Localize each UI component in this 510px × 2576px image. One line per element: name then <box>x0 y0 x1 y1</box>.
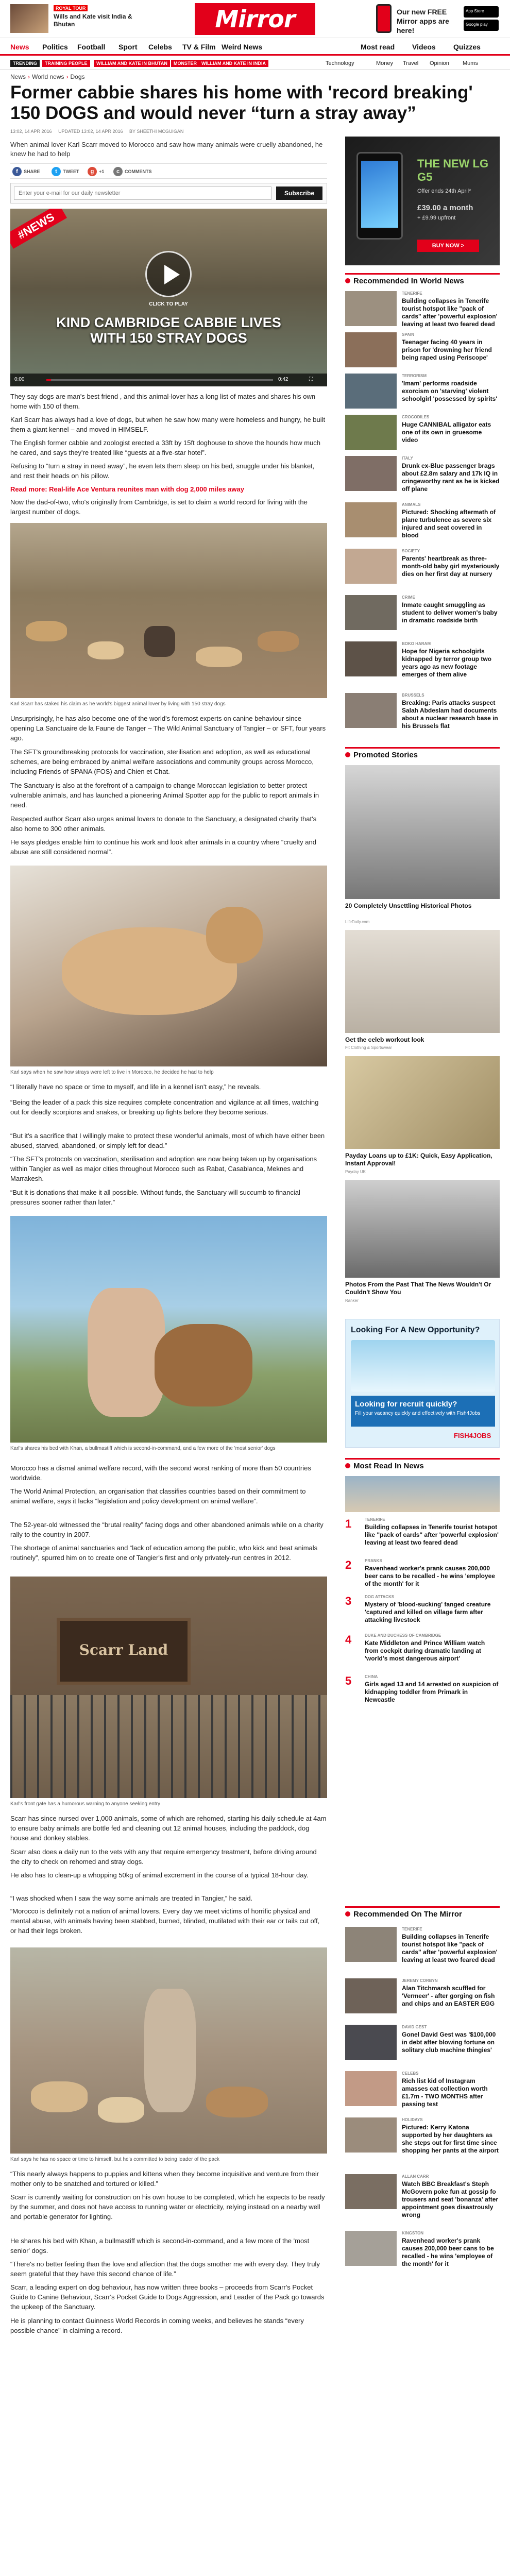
story-title[interactable]: Huge CANNIBAL alligator eats one of its own in gruesome video <box>402 421 491 444</box>
updated-date: UPDATED 13:02, 14 APR 2016 <box>58 129 123 134</box>
trending-bar <box>0 57 510 70</box>
article-paragraph: The SFT's groundbreaking protocols for vaccination, sterilisation and adoption, as well as educational schemes, are being embraced by animal welfare associations and community groups across Morocco, including Friends of SPANA (FOS) and Chien et Chat. <box>10 748 314 775</box>
promoted-image <box>345 1180 500 1278</box>
story-category: KINGSTON <box>402 2231 424 2235</box>
story-thumbnail <box>345 641 397 676</box>
video-progress-bar[interactable] <box>46 379 273 381</box>
article-paragraph: “I literally have no space or time to myself, and life in a kennel isn't easy,” he reveals. <box>10 1083 261 1091</box>
story-category: ALLAN CARR <box>402 2174 429 2179</box>
trending-tag[interactable]: TRAINING PEOPLE <box>42 60 90 67</box>
author-byline[interactable]: BY SHEETHI MCGUIGAN <box>129 129 184 134</box>
nav-most-read[interactable]: Most read <box>361 43 395 51</box>
article-paragraph: Karl Scarr has always had a love of dogs, but when he saw how many were homeless and hungry, he built them a giant kennel – and moved in HIMSELF. <box>10 416 326 433</box>
story-category: DOG ATTACKS <box>365 1595 395 1599</box>
article-paragraph: He says pledges enable him to continue his work and look after animals in a country where “cruelty and abuse are still considered normal”. <box>10 838 316 856</box>
read-more-link[interactable]: Read more: Real-life Ace Ventura reunites man with dog 2,000 miles away <box>10 485 244 493</box>
rank-number: 1 <box>345 1517 352 1530</box>
story-title[interactable]: Hope for Nigeria schoolgirls kidnapped by terror group two years ago as new footage emerges of them alive <box>402 648 492 678</box>
newsletter-signup <box>10 183 327 204</box>
phone-icon <box>376 4 392 33</box>
story-thumbnail <box>345 1978 397 2013</box>
promoted-title[interactable]: Get the celeb workout look <box>345 1036 424 1043</box>
article-paragraph: Unsurprisingly, he has also become one of the world's foremost experts on canine behaviour since opening La Sanctuaire de la Faune de Tanger – The Wild Animal Sanctuary of Tangier – or SFT, four years ago. <box>10 715 326 742</box>
story-category: CHINA <box>365 1674 378 1679</box>
nav-tv-film[interactable]: TV & Film <box>182 43 216 51</box>
nav-weird-news[interactable]: Weird News <box>222 43 263 51</box>
click-to-play-label: CLICK TO PLAY <box>149 301 188 307</box>
breadcrumb-dogs[interactable]: Dogs <box>70 73 85 80</box>
story-title[interactable]: Kate Middleton and Prince William watch from cockpit during dramatic landing at 'world's most dangerous airport' <box>365 1639 485 1662</box>
image-caption: Karl's shares his bed with Khan, a bullmastiff which is second-in-command, and a few more of the 'most senior' dogs <box>10 1446 276 1451</box>
story-category: DUKE AND DUCHESS OF CAMBRIDGE <box>365 1633 441 1638</box>
promoted-source: Fit Clothing & Sportswear <box>345 1045 392 1050</box>
story-title[interactable]: Gonel David Gest was '$100,000 in debt after blowing fortune on solitary club machine thingies' <box>402 2031 496 2054</box>
article-paragraph: Scarr, a leading expert on dog behaviour, has now written three books – proceeds from Scarr's Pocket Guide to Canine Behaviour, Scarr's Pocket Guide to Dogs Aggression, and Leader of the Pack go towards the upkeep of the Sanctuary. <box>10 2283 325 2311</box>
video-controls <box>10 374 327 386</box>
twitter-icon[interactable]: t <box>52 167 61 176</box>
story-thumbnail <box>345 2071 397 2106</box>
breadcrumb-world-news[interactable]: World news <box>32 73 64 80</box>
nav-celebs[interactable]: Celebs <box>148 43 172 51</box>
promo-tag: ROYAL TOUR <box>54 5 88 11</box>
trending-tag[interactable]: WILLIAM AND KATE IN INDIA <box>199 60 268 67</box>
story-thumbnail <box>345 502 397 537</box>
recommended-on-mirror-heading: Recommended On The Mirror <box>345 1906 500 1920</box>
story-title[interactable]: Watch BBC Breakfast's Steph McGovern poke fun at gossip fo trousers and seat 'bonanza' after appointment goes disastrously wrong <box>402 2180 499 2218</box>
story-category: SOCIETY <box>402 549 420 553</box>
opp-ad-title: Looking For A New Opportunity? <box>351 1326 480 1334</box>
most-read-image <box>345 1476 500 1512</box>
promo-thumbnail <box>10 4 48 33</box>
promoted-source: Payday UK <box>345 1170 366 1174</box>
article-paragraph: Now the dad-of-two, who's originally from Cambridge, is set to claim a world record for living with the largest number of dogs. <box>10 498 308 516</box>
video-current-time: 0:00 <box>14 377 25 382</box>
video-duration: 0:42 <box>278 377 288 382</box>
story-thumbnail <box>345 456 397 491</box>
article-paragraph: Scarr also does a daily run to the vets with any that require emergency treatment, before driving around the city to check on rehomed and stray dogs. <box>10 1848 317 1866</box>
video-title-line1: KIND CAMBRIDGE CABBIE LIVES <box>56 315 281 330</box>
story-title[interactable]: Girls aged 13 and 14 arrested on suspicion of kidnapping toddler from Primark in Newcastle <box>365 1681 499 1703</box>
story-category: DAVID GEST <box>402 2025 427 2029</box>
opp-ad-box-line1: Looking for recruit quickly? <box>355 1400 457 1409</box>
news-tag-banner: #NEWS <box>10 209 67 249</box>
ad-line: + £9.99 upfront <box>417 215 456 221</box>
story-thumbnail <box>345 2117 397 2153</box>
fish4jobs-logo: FISH4JOBS <box>454 1432 491 1439</box>
share-plus-label[interactable]: +1 <box>99 169 105 174</box>
story-title[interactable]: Drunk ex-Blue passenger brags about £2.8m salary and 17k IQ in cringeworthy rant as he is kicked off plane <box>402 462 500 493</box>
opp-ad-box-line2: Fill your vacancy quickly and effectively with Fish4Jobs <box>355 1411 481 1416</box>
article-paragraph: The shortage of animal sanctuaries and “lack of education among the public, who kick and beat animals routinely”, spurred him on to create one of Tangier's first and only privately-run centres in 2012. <box>10 1544 318 1562</box>
rank-number: 2 <box>345 1558 352 1571</box>
article-standfirst: When animal lover Karl Scarr moved to Morocco and saw how many animals were cruelly abandoned, he knew he had to help <box>10 141 323 158</box>
story-title[interactable]: Ravenhead worker's prank causes 200,000 beer cans to be recalled - he wins 'employee of the month' for it <box>402 2237 494 2267</box>
story-category: CROCODILES <box>402 415 430 419</box>
story-category: JEREMY CORBYN <box>402 1978 438 1983</box>
story-thumbnail <box>345 415 397 450</box>
story-title[interactable]: Building collapses in Tenerife tourist hotspot like "pack of cards" after 'powerful explosion' leaving at least two feared dead <box>365 1523 499 1546</box>
article-paragraph: “But it is donations that make it all possible. Without funds, the Sanctuary will succumb to financial pressures sooner rather than later.” <box>10 1189 300 1206</box>
trending-label: TRENDING <box>10 60 40 67</box>
image-caption: Karl says he has no space or time to himself, but he's committed to being leader of the pack <box>10 2157 220 2162</box>
opp-ad-image <box>351 1340 495 1392</box>
article-image-dogs-yard <box>10 523 327 698</box>
article-paragraph: Scarr is currently waiting for construction on his own house to be completed, which he expects to be ready by the summer, and does not have access to running water or electricity, relying instead on a nearby well and portable generator for lighting. <box>10 2193 325 2221</box>
fish4jobs-advert[interactable] <box>345 1319 500 1448</box>
nav-politics[interactable]: Politics <box>42 43 68 51</box>
promoted-stories-heading: Promoted Stories <box>345 747 500 760</box>
story-title[interactable]: Mystery of 'blood-sucking' fanged creature 'captured and killed on village farm after attacking livestock <box>365 1601 491 1623</box>
story-title[interactable]: Teenager facing 40 years in prison for 'drowning her friend being raped using Periscope' <box>402 338 492 361</box>
story-thumbnail <box>345 374 397 409</box>
ad-buy-now-button[interactable]: BUY NOW > <box>417 240 479 252</box>
trending-tag[interactable]: MONSTER <box>171 60 199 67</box>
promoted-image <box>345 930 500 1033</box>
article-paragraph: Refusing to “turn a stray in need away”, he even lets them sleep on his bed, snuggle under his blanket, and rest their heads on his pillow. <box>10 462 315 480</box>
video-title <box>10 315 327 346</box>
google-plus-icon[interactable]: g <box>88 167 97 176</box>
article-headline: Former cabbie shares his home with 'record breaking' 150 DOGS and would never “turn a stray away” <box>10 82 473 123</box>
story-category: CRIME <box>402 595 415 600</box>
subnav-money[interactable]: Money <box>376 60 394 66</box>
story-category: TENERIFE <box>365 1517 385 1522</box>
article-paragraph: “There's no better feeling than the love and affection that the dogs smother me with every day. They truly seem grateful that they have this second chance of life.” <box>10 2260 320 2278</box>
comments-icon[interactable]: c <box>113 167 123 176</box>
trending-tag[interactable]: WILLIAM AND KATE IN BHUTAN <box>94 60 170 67</box>
story-category: TENERIFE <box>402 1927 422 1931</box>
promoted-title[interactable]: Photos From the Past That The News Wouldn't Or Couldn't Show You <box>345 1281 491 1296</box>
mirror-logo[interactable]: Mirror <box>195 3 315 35</box>
subnav-opinion[interactable]: Opinion <box>430 60 449 66</box>
breadcrumb-news[interactable]: News <box>10 73 26 80</box>
story-category: BRUSSELS <box>402 693 424 698</box>
share-comments-label[interactable]: COMMENTS <box>125 169 152 174</box>
app-store-badge[interactable]: App Store <box>464 6 499 18</box>
subnav-travel[interactable]: Travel <box>403 60 419 66</box>
promoted-title[interactable]: Payday Loans up to £1K: Quick, Easy Application, Instant Approval! <box>345 1152 492 1167</box>
image-caption: Karl Scarr has staked his claim as he world's biggest animal lover by living with 150 stray dogs <box>10 701 226 707</box>
story-title[interactable]: Pictured: Shocking aftermath of plane turbulence as severe six injured and seat covered in blood <box>402 509 496 539</box>
story-title[interactable]: Rich list kid of Instagram amasses cat collection worth £1.7m - TWO MONTHS after passing test <box>402 2077 488 2108</box>
app-promo[interactable] <box>376 4 500 34</box>
promoted-image <box>345 765 500 899</box>
article-paragraph: They say dogs are man's best friend , and this animal-lover has a long list of mates and shares his own home with 150 of them. <box>10 393 316 410</box>
article-paragraph: “Morocco is definitely not a nation of animal lovers. Every day we meet victims of horrific physical and mental abuse, with animals having been stabbed, burned, blinded, mutilated with their ear or tails cut off, or had their legs broken. <box>10 1907 320 1935</box>
promoted-image <box>345 1056 500 1149</box>
article-paragraph: The 52-year-old witnessed the “brutal reality” facing dogs and other abandoned animals while on a charity rally to the country in 2007. <box>10 1521 324 1538</box>
article-paragraph: He is planning to contact Guinness World Records in coming weeks, and believes he stands “every possible chance” in claiming a record. <box>10 2317 304 2334</box>
rank-number: 5 <box>345 1674 352 1687</box>
story-thumbnail <box>345 595 397 630</box>
article-paragraph: “This nearly always happens to puppies and kittens when they become inquisitive and venture from their mother only to be snatched and tortured or killed.” <box>10 2170 319 2188</box>
article-paragraph: Morocco has a dismal animal welfare record, with the second worst ranking of more than 50 countries worldwide. <box>10 1464 311 1482</box>
lg-g5-advert[interactable] <box>345 137 500 265</box>
opp-ad-box <box>351 1396 495 1427</box>
promoted-title[interactable]: 20 Completely Unsettling Historical Photos <box>345 902 472 909</box>
story-title[interactable]: Alan Titchmarsh scuffled for 'Vermeer' - after gorging on fish and chips and an EASTER EGG <box>402 1985 495 2007</box>
article-image-karl-with-dog <box>10 866 327 1066</box>
story-category: BOKO HARAM <box>402 641 431 646</box>
ad-line: £39.00 a month <box>417 204 473 212</box>
image-caption: Karl's front gate has a humorous warning to anyone seeking entry <box>10 1801 160 1807</box>
play-icon[interactable] <box>145 251 192 297</box>
story-title[interactable]: Parents' heartbreak as three-month-old baby girl mysteriously dies on her first day at nursery <box>402 555 500 578</box>
facebook-icon[interactable]: f <box>12 167 22 176</box>
story-title[interactable]: Building collapses in Tenerife tourist hotspot like "pack of cards" after 'powerful explosion' leaving at least two feared dead <box>402 1933 498 1963</box>
share-twitter-label[interactable]: TWEET <box>63 169 79 174</box>
story-category: ANIMALS <box>402 502 421 507</box>
video-player[interactable] <box>10 209 327 386</box>
fullscreen-icon[interactable]: ⛶ <box>309 377 313 382</box>
video-progress-fill <box>46 379 51 381</box>
article-image-front-gate <box>10 1577 327 1798</box>
article-image-pack <box>10 1947 327 2154</box>
nav-sport[interactable]: Sport <box>118 43 138 51</box>
article-paragraph: He also has to clean-up a whopping 50kg of animal excrement in the course of a typical 18-hour day. <box>10 1871 309 1879</box>
nav-football[interactable]: Football <box>77 43 106 51</box>
top-header <box>0 0 510 38</box>
story-title[interactable]: Breaking: Paris attacks suspect Salah Abdeslam had documents about a nuclear research base in his Brussels flat <box>402 699 498 730</box>
story-title[interactable]: Ravenhead worker's prank causes 200,000 beer cans to be recalled - he wins 'employee of the month' for it <box>365 1565 495 1587</box>
story-category: PRANKS <box>365 1558 382 1563</box>
story-thumbnail <box>345 2231 397 2266</box>
ad-brand: THE NEW LG G5 <box>417 157 489 183</box>
breadcrumb: News › World news › Dogs <box>10 73 85 80</box>
story-thumbnail <box>345 549 397 584</box>
article-meta <box>10 129 330 134</box>
article-paragraph: “The SFT's protocols on vaccination, sterilisation and adoption are now being taken up by organisations within Tangier as well as major cities throughout Morocco such as Rabat, Casablanca, Meknes and Marrakesh. <box>10 1155 317 1182</box>
story-category: SPAIN <box>402 332 414 337</box>
story-thumbnail <box>345 291 397 326</box>
promo-text: Wills and Kate visit India & Bhutan <box>54 13 132 28</box>
story-category: TERRORISM <box>402 374 427 378</box>
rank-number: 4 <box>345 1633 352 1646</box>
rank-number: 3 <box>345 1595 352 1607</box>
story-title[interactable]: 'Imam' performs roadside exorcism on 'starving' violent schoolgirl 'possessed by spirits' <box>402 380 498 402</box>
header-promo[interactable] <box>10 4 144 33</box>
story-thumbnail <box>345 2174 397 2209</box>
article-paragraph: The Sanctuary is also at the forefront of a campaign to change Moroccan legislation to better protect vulnerable animals, and has launched a pioneering Animal Spotter app for the public to report animals in need. <box>10 782 319 809</box>
story-thumbnail <box>345 332 397 367</box>
recommended-world-news-heading: Recommended In World News <box>345 273 500 286</box>
nav-news[interactable]: News <box>10 43 29 51</box>
app-promo-text: Our new FREE Mirror apps are here! <box>397 8 449 35</box>
article-paragraph: He shares his bed with Khan, a bullmastiff which is second-in-command, and a few more of the 'most senior' dogs. <box>10 2237 310 2255</box>
image-caption: Karl says when he saw how strays were left to live in Morocco, he decided he had to help <box>10 1070 214 1075</box>
story-thumbnail <box>345 1927 397 1962</box>
story-title[interactable]: Pictured: Kerry Katona supported by her daughters as she steps out for first time since shopping her pants at the airport <box>402 2124 499 2154</box>
subscribe-button[interactable]: Subscribe <box>276 187 322 200</box>
newsletter-email-input[interactable] <box>14 187 271 200</box>
promoted-source: LifeDaily.com <box>345 920 370 924</box>
article-paragraph: Scarr has since nursed over 1,000 animals, some of which are rehomed, starting his daily schedule at 4am to ensure baby animals are bottle fed and cleaning out 12 animal houses, including the paddock, dog house and donkey stables. <box>10 1815 327 1842</box>
article-image-karl-with-khan <box>10 1216 327 1443</box>
ad-line: Offer ends 24th April* <box>417 188 471 194</box>
article-paragraph: “But it's a sacrifice that I willingly make to protect these wonderful animals, most of which have either been abused, starved, abandoned, or simply left for dead.” <box>10 1132 325 1149</box>
most-read-heading: Most Read In News <box>345 1458 500 1471</box>
nav-videos[interactable]: Videos <box>412 43 436 51</box>
nav-quizzes[interactable]: Quizzes <box>453 43 481 51</box>
phone-image <box>356 152 403 240</box>
share-bar <box>10 163 327 179</box>
google-play-badge[interactable]: Google play <box>464 20 499 31</box>
video-title-line2: WITH 150 STRAY DOGS <box>90 330 247 346</box>
story-title[interactable]: Inmate caught smuggling as student to deliver women's baby in dramatic roadside birth <box>402 601 498 624</box>
share-facebook-label[interactable]: SHARE <box>24 169 40 174</box>
scarr-land-sign: Scarr Land <box>57 1618 191 1685</box>
story-category: ITALY <box>402 456 413 461</box>
story-title[interactable]: Building collapses in Tenerife tourist hotspot like "pack of cards" after 'powerful explosion' leaving at least two feared dead <box>402 297 498 328</box>
story-category: CELEBS <box>402 2071 419 2076</box>
story-thumbnail <box>345 693 397 728</box>
subnav-technology[interactable]: Technology <box>326 60 354 66</box>
story-category: HOLIDAYS <box>402 2117 423 2122</box>
most-read-lead[interactable] <box>345 1476 500 1512</box>
promoted-source: Ranker <box>345 1298 359 1303</box>
story-category: TENERIFE <box>402 291 422 296</box>
article-paragraph: Respected author Scarr also urges animal lovers to donate to the Sanctuary, a designated charity that's also home to 300 other animals. <box>10 815 317 833</box>
article-paragraph: “Being the leader of a pack this size requires complete concentration and vigilance at all times, watching out for deadly scorpions and snakes, or breaking up fights before they become serious. <box>10 1098 319 1116</box>
publish-date: 13:02, 14 APR 2016 <box>10 129 52 134</box>
subnav-mums[interactable]: Mums <box>463 60 478 66</box>
story-thumbnail <box>345 2025 397 2060</box>
main-nav <box>0 38 510 56</box>
article-paragraph: The World Animal Protection, an organisation that classifies countries based on their commitment to animal welfare, says it lacks “legislation and policy development on animal welfare”. <box>10 1487 306 1505</box>
article-paragraph: The English former cabbie and zoologist erected a 33ft by 15ft doghouse to shove the hounds how much he cared, and says they're treated like “guests at a five-star hotel”. <box>10 439 320 456</box>
article-paragraph: “I was shocked when I saw the way some animals are treated in Tangier,” he said. <box>10 1894 253 1902</box>
